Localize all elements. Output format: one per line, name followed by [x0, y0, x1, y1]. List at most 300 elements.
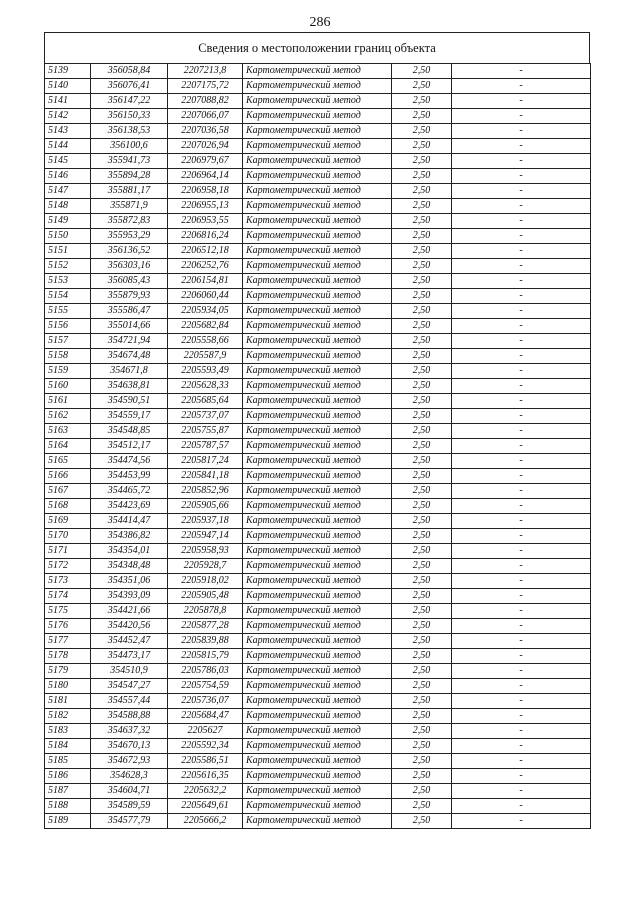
table-row	[45, 229, 591, 244]
y-coordinate-cell: 2205947,14	[168, 529, 243, 544]
note-cell: -	[452, 364, 591, 379]
point-number-cell: 5146	[45, 169, 91, 184]
point-number-cell: 5158	[45, 349, 91, 364]
y-coordinate-cell: 2206958,18	[168, 184, 243, 199]
x-coordinate-cell: 354453,99	[91, 469, 168, 484]
y-coordinate-cell: 2205852,96	[168, 484, 243, 499]
table-row	[45, 784, 591, 799]
accuracy-cell: 2,50	[392, 484, 452, 499]
y-coordinate-cell: 2206060,44	[168, 289, 243, 304]
table-row	[45, 334, 591, 349]
table-row	[45, 109, 591, 124]
y-coordinate-cell: 2205815,79	[168, 649, 243, 664]
accuracy-cell: 2,50	[392, 379, 452, 394]
method-cell: Картометрический метод	[243, 79, 392, 94]
note-cell: -	[452, 484, 591, 499]
y-coordinate-cell: 2206955,13	[168, 199, 243, 214]
accuracy-cell: 2,50	[392, 454, 452, 469]
note-cell: -	[452, 124, 591, 139]
point-number-cell: 5145	[45, 154, 91, 169]
x-coordinate-cell: 355879,93	[91, 289, 168, 304]
table-row	[45, 529, 591, 544]
accuracy-cell: 2,50	[392, 694, 452, 709]
x-coordinate-cell: 354465,72	[91, 484, 168, 499]
table-row	[45, 484, 591, 499]
note-cell: -	[452, 334, 591, 349]
y-coordinate-cell: 2205627	[168, 724, 243, 739]
accuracy-cell: 2,50	[392, 769, 452, 784]
note-cell: -	[452, 394, 591, 409]
method-cell: Картометрический метод	[243, 589, 392, 604]
note-cell: -	[452, 784, 591, 799]
accuracy-cell: 2,50	[392, 94, 452, 109]
table-row	[45, 304, 591, 319]
method-cell: Картометрический метод	[243, 634, 392, 649]
accuracy-cell: 2,50	[392, 574, 452, 589]
note-cell: -	[452, 289, 591, 304]
coordinates-sheet	[44, 32, 590, 829]
note-cell: -	[452, 559, 591, 574]
method-cell: Картометрический метод	[243, 544, 392, 559]
point-number-cell: 5151	[45, 244, 91, 259]
accuracy-cell: 2,50	[392, 799, 452, 814]
method-cell: Картометрический метод	[243, 154, 392, 169]
point-number-cell: 5155	[45, 304, 91, 319]
table-row	[45, 139, 591, 154]
table-row	[45, 424, 591, 439]
accuracy-cell: 2,50	[392, 559, 452, 574]
y-coordinate-cell: 2205628,33	[168, 379, 243, 394]
x-coordinate-cell: 355014,66	[91, 319, 168, 334]
point-number-cell: 5175	[45, 604, 91, 619]
y-coordinate-cell: 2205934,05	[168, 304, 243, 319]
note-cell: -	[452, 304, 591, 319]
x-coordinate-cell: 354414,47	[91, 514, 168, 529]
point-number-cell: 5154	[45, 289, 91, 304]
table-row	[45, 739, 591, 754]
y-coordinate-cell: 2205616,35	[168, 769, 243, 784]
table-row	[45, 499, 591, 514]
accuracy-cell: 2,50	[392, 289, 452, 304]
y-coordinate-cell: 2206252,76	[168, 259, 243, 274]
point-number-cell: 5183	[45, 724, 91, 739]
y-coordinate-cell: 2205587,9	[168, 349, 243, 364]
y-coordinate-cell: 2205928,7	[168, 559, 243, 574]
x-coordinate-cell: 356058,84	[91, 64, 168, 79]
table-row	[45, 274, 591, 289]
method-cell: Картометрический метод	[243, 574, 392, 589]
method-cell: Картометрический метод	[243, 484, 392, 499]
method-cell: Картометрический метод	[243, 319, 392, 334]
y-coordinate-cell: 2206953,55	[168, 214, 243, 229]
x-coordinate-cell: 354637,32	[91, 724, 168, 739]
method-cell: Картометрический метод	[243, 409, 392, 424]
note-cell: -	[452, 604, 591, 619]
accuracy-cell: 2,50	[392, 469, 452, 484]
x-coordinate-cell: 354721,94	[91, 334, 168, 349]
point-number-cell: 5166	[45, 469, 91, 484]
method-cell: Картометрический метод	[243, 739, 392, 754]
point-number-cell: 5150	[45, 229, 91, 244]
note-cell: -	[452, 214, 591, 229]
method-cell: Картометрический метод	[243, 229, 392, 244]
accuracy-cell: 2,50	[392, 679, 452, 694]
method-cell: Картометрический метод	[243, 109, 392, 124]
y-coordinate-cell: 2205684,47	[168, 709, 243, 724]
accuracy-cell: 2,50	[392, 754, 452, 769]
method-cell: Картометрический метод	[243, 694, 392, 709]
point-number-cell: 5170	[45, 529, 91, 544]
y-coordinate-cell: 2205841,18	[168, 469, 243, 484]
point-number-cell: 5168	[45, 499, 91, 514]
table-row	[45, 544, 591, 559]
note-cell: -	[452, 139, 591, 154]
note-cell: -	[452, 379, 591, 394]
accuracy-cell: 2,50	[392, 244, 452, 259]
y-coordinate-cell: 2205737,07	[168, 409, 243, 424]
x-coordinate-cell: 354510,9	[91, 664, 168, 679]
x-coordinate-cell: 355881,17	[91, 184, 168, 199]
point-number-cell: 5143	[45, 124, 91, 139]
y-coordinate-cell: 2205958,93	[168, 544, 243, 559]
note-cell: -	[452, 499, 591, 514]
note-cell: -	[452, 274, 591, 289]
table-row	[45, 694, 591, 709]
method-cell: Картометрический метод	[243, 124, 392, 139]
note-cell: -	[452, 319, 591, 334]
point-number-cell: 5173	[45, 574, 91, 589]
y-coordinate-cell: 2205877,28	[168, 619, 243, 634]
x-coordinate-cell: 354386,82	[91, 529, 168, 544]
table-row	[45, 379, 591, 394]
accuracy-cell: 2,50	[392, 139, 452, 154]
note-cell: -	[452, 709, 591, 724]
note-cell: -	[452, 724, 591, 739]
point-number-cell: 5176	[45, 619, 91, 634]
point-number-cell: 5144	[45, 139, 91, 154]
note-cell: -	[452, 79, 591, 94]
x-coordinate-cell: 356147,22	[91, 94, 168, 109]
x-coordinate-cell: 354354,01	[91, 544, 168, 559]
accuracy-cell: 2,50	[392, 319, 452, 334]
y-coordinate-cell: 2205682,84	[168, 319, 243, 334]
accuracy-cell: 2,50	[392, 169, 452, 184]
note-cell: -	[452, 754, 591, 769]
y-coordinate-cell: 2205592,34	[168, 739, 243, 754]
y-coordinate-cell: 2205937,18	[168, 514, 243, 529]
x-coordinate-cell: 354548,85	[91, 424, 168, 439]
point-number-cell: 5165	[45, 454, 91, 469]
y-coordinate-cell: 2205755,87	[168, 424, 243, 439]
table-row	[45, 709, 591, 724]
x-coordinate-cell: 354423,69	[91, 499, 168, 514]
accuracy-cell: 2,50	[392, 649, 452, 664]
accuracy-cell: 2,50	[392, 229, 452, 244]
x-coordinate-cell: 354421,66	[91, 604, 168, 619]
note-cell: -	[452, 199, 591, 214]
note-cell: -	[452, 469, 591, 484]
table-row	[45, 769, 591, 784]
method-cell: Картометрический метод	[243, 604, 392, 619]
accuracy-cell: 2,50	[392, 394, 452, 409]
point-number-cell: 5156	[45, 319, 91, 334]
method-cell: Картометрический метод	[243, 349, 392, 364]
method-cell: Картометрический метод	[243, 814, 392, 829]
method-cell: Картометрический метод	[243, 169, 392, 184]
y-coordinate-cell: 2205754,59	[168, 679, 243, 694]
accuracy-cell: 2,50	[392, 304, 452, 319]
table-row	[45, 619, 591, 634]
x-coordinate-cell: 356136,52	[91, 244, 168, 259]
y-coordinate-cell: 2207026,94	[168, 139, 243, 154]
y-coordinate-cell: 2206512,18	[168, 244, 243, 259]
x-coordinate-cell: 354351,06	[91, 574, 168, 589]
note-cell: -	[452, 244, 591, 259]
point-number-cell: 5172	[45, 559, 91, 574]
method-cell: Картометрический метод	[243, 64, 392, 79]
y-coordinate-cell: 2207175,72	[168, 79, 243, 94]
point-number-cell: 5180	[45, 679, 91, 694]
x-coordinate-cell: 355871,9	[91, 199, 168, 214]
method-cell: Картометрический метод	[243, 244, 392, 259]
note-cell: -	[452, 544, 591, 559]
x-coordinate-cell: 354474,56	[91, 454, 168, 469]
point-number-cell: 5153	[45, 274, 91, 289]
x-coordinate-cell: 354559,17	[91, 409, 168, 424]
point-number-cell: 5152	[45, 259, 91, 274]
table-row	[45, 364, 591, 379]
accuracy-cell: 2,50	[392, 154, 452, 169]
table-row	[45, 469, 591, 484]
accuracy-cell: 2,50	[392, 439, 452, 454]
method-cell: Картометрический метод	[243, 289, 392, 304]
accuracy-cell: 2,50	[392, 739, 452, 754]
accuracy-cell: 2,50	[392, 529, 452, 544]
x-coordinate-cell: 354547,27	[91, 679, 168, 694]
y-coordinate-cell: 2205878,8	[168, 604, 243, 619]
note-cell: -	[452, 799, 591, 814]
accuracy-cell: 2,50	[392, 634, 452, 649]
y-coordinate-cell: 2207088,82	[168, 94, 243, 109]
method-cell: Картометрический метод	[243, 799, 392, 814]
x-coordinate-cell: 354670,13	[91, 739, 168, 754]
method-cell: Картометрический метод	[243, 199, 392, 214]
table-row	[45, 514, 591, 529]
y-coordinate-cell: 2205685,64	[168, 394, 243, 409]
x-coordinate-cell: 354628,3	[91, 769, 168, 784]
x-coordinate-cell: 354638,81	[91, 379, 168, 394]
method-cell: Картометрический метод	[243, 139, 392, 154]
x-coordinate-cell: 354557,44	[91, 694, 168, 709]
table-row	[45, 319, 591, 334]
note-cell: -	[452, 664, 591, 679]
point-number-cell: 5142	[45, 109, 91, 124]
y-coordinate-cell: 2205839,88	[168, 634, 243, 649]
method-cell: Картометрический метод	[243, 364, 392, 379]
table-row	[45, 574, 591, 589]
y-coordinate-cell: 2207036,58	[168, 124, 243, 139]
y-coordinate-cell: 2205736,07	[168, 694, 243, 709]
point-number-cell: 5164	[45, 439, 91, 454]
table-row	[45, 649, 591, 664]
point-number-cell: 5174	[45, 589, 91, 604]
table-row	[45, 394, 591, 409]
point-number-cell: 5163	[45, 424, 91, 439]
point-number-cell: 5188	[45, 799, 91, 814]
method-cell: Картометрический метод	[243, 559, 392, 574]
method-cell: Картометрический метод	[243, 754, 392, 769]
accuracy-cell: 2,50	[392, 664, 452, 679]
method-cell: Картометрический метод	[243, 439, 392, 454]
note-cell: -	[452, 409, 591, 424]
table-row	[45, 79, 591, 94]
point-number-cell: 5157	[45, 334, 91, 349]
y-coordinate-cell: 2205666,2	[168, 814, 243, 829]
accuracy-cell: 2,50	[392, 184, 452, 199]
accuracy-cell: 2,50	[392, 619, 452, 634]
note-cell: -	[452, 154, 591, 169]
table-row	[45, 154, 591, 169]
table-row	[45, 349, 591, 364]
table-row	[45, 184, 591, 199]
x-coordinate-cell: 355872,83	[91, 214, 168, 229]
note-cell: -	[452, 184, 591, 199]
note-cell: -	[452, 349, 591, 364]
method-cell: Картометрический метод	[243, 514, 392, 529]
accuracy-cell: 2,50	[392, 724, 452, 739]
accuracy-cell: 2,50	[392, 124, 452, 139]
note-cell: -	[452, 259, 591, 274]
point-number-cell: 5187	[45, 784, 91, 799]
y-coordinate-cell: 2207213,8	[168, 64, 243, 79]
table-row	[45, 259, 591, 274]
x-coordinate-cell: 354671,8	[91, 364, 168, 379]
x-coordinate-cell: 354674,48	[91, 349, 168, 364]
y-coordinate-cell: 2205905,66	[168, 499, 243, 514]
y-coordinate-cell: 2206979,67	[168, 154, 243, 169]
table-row	[45, 664, 591, 679]
point-number-cell: 5141	[45, 94, 91, 109]
table-row	[45, 124, 591, 139]
point-number-cell: 5171	[45, 544, 91, 559]
method-cell: Картометрический метод	[243, 214, 392, 229]
y-coordinate-cell: 2205918,02	[168, 574, 243, 589]
method-cell: Картометрический метод	[243, 649, 392, 664]
table-row	[45, 169, 591, 184]
x-coordinate-cell: 354589,59	[91, 799, 168, 814]
y-coordinate-cell: 2205593,49	[168, 364, 243, 379]
accuracy-cell: 2,50	[392, 589, 452, 604]
point-number-cell: 5161	[45, 394, 91, 409]
method-cell: Картометрический метод	[243, 424, 392, 439]
x-coordinate-cell: 354604,71	[91, 784, 168, 799]
y-coordinate-cell: 2205905,48	[168, 589, 243, 604]
coordinates-table	[44, 63, 591, 829]
note-cell: -	[452, 64, 591, 79]
y-coordinate-cell: 2207066,07	[168, 109, 243, 124]
point-number-cell: 5182	[45, 709, 91, 724]
x-coordinate-cell: 354348,48	[91, 559, 168, 574]
page-number: 286	[309, 15, 331, 30]
y-coordinate-cell: 2205586,51	[168, 754, 243, 769]
table-row	[45, 409, 591, 424]
table-title: Сведения о местоположении границ объекта	[44, 32, 590, 63]
x-coordinate-cell: 355894,28	[91, 169, 168, 184]
accuracy-cell: 2,50	[392, 784, 452, 799]
note-cell: -	[452, 424, 591, 439]
y-coordinate-cell: 2205787,57	[168, 439, 243, 454]
coordinates-table-body	[45, 64, 591, 829]
x-coordinate-cell: 354512,17	[91, 439, 168, 454]
method-cell: Картометрический метод	[243, 379, 392, 394]
method-cell: Картометрический метод	[243, 619, 392, 634]
accuracy-cell: 2,50	[392, 79, 452, 94]
accuracy-cell: 2,50	[392, 109, 452, 124]
table-row	[45, 439, 591, 454]
method-cell: Картометрический метод	[243, 469, 392, 484]
point-number-cell: 5159	[45, 364, 91, 379]
y-coordinate-cell: 2205649,61	[168, 799, 243, 814]
accuracy-cell: 2,50	[392, 814, 452, 829]
point-number-cell: 5186	[45, 769, 91, 784]
y-coordinate-cell: 2206154,81	[168, 274, 243, 289]
note-cell: -	[452, 769, 591, 784]
note-cell: -	[452, 649, 591, 664]
table-row	[45, 454, 591, 469]
y-coordinate-cell: 2205786,03	[168, 664, 243, 679]
table-row	[45, 589, 591, 604]
y-coordinate-cell: 2205632,2	[168, 784, 243, 799]
accuracy-cell: 2,50	[392, 499, 452, 514]
accuracy-cell: 2,50	[392, 409, 452, 424]
point-number-cell: 5160	[45, 379, 91, 394]
method-cell: Картометрический метод	[243, 499, 392, 514]
x-coordinate-cell: 356150,33	[91, 109, 168, 124]
x-coordinate-cell: 356085,43	[91, 274, 168, 289]
note-cell: -	[452, 109, 591, 124]
method-cell: Картометрический метод	[243, 724, 392, 739]
method-cell: Картометрический метод	[243, 259, 392, 274]
accuracy-cell: 2,50	[392, 424, 452, 439]
method-cell: Картометрический метод	[243, 184, 392, 199]
table-row	[45, 244, 591, 259]
table-row	[45, 199, 591, 214]
note-cell: -	[452, 439, 591, 454]
point-number-cell: 5167	[45, 484, 91, 499]
method-cell: Картометрический метод	[243, 274, 392, 289]
x-coordinate-cell: 356138,53	[91, 124, 168, 139]
accuracy-cell: 2,50	[392, 64, 452, 79]
point-number-cell: 5189	[45, 814, 91, 829]
accuracy-cell: 2,50	[392, 514, 452, 529]
point-number-cell: 5162	[45, 409, 91, 424]
point-number-cell: 5148	[45, 199, 91, 214]
method-cell: Картометрический метод	[243, 454, 392, 469]
table-row	[45, 679, 591, 694]
accuracy-cell: 2,50	[392, 259, 452, 274]
note-cell: -	[452, 94, 591, 109]
note-cell: -	[452, 529, 591, 544]
table-row	[45, 214, 591, 229]
accuracy-cell: 2,50	[392, 214, 452, 229]
x-coordinate-cell: 354393,09	[91, 589, 168, 604]
method-cell: Картометрический метод	[243, 769, 392, 784]
x-coordinate-cell: 356076,41	[91, 79, 168, 94]
note-cell: -	[452, 619, 591, 634]
point-number-cell: 5139	[45, 64, 91, 79]
accuracy-cell: 2,50	[392, 274, 452, 289]
x-coordinate-cell: 356303,16	[91, 259, 168, 274]
